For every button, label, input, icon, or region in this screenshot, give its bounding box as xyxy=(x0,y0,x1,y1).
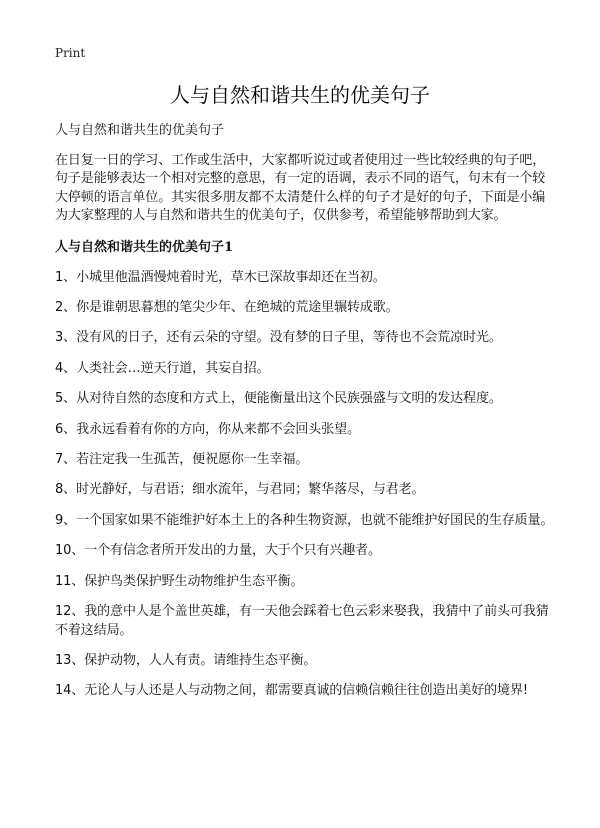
list-item: 12、我的意中人是个盖世英雄，有一天他会踩着七色云彩来娶我，我猜中了前头可我猜不着这结局。 xyxy=(55,604,549,638)
list-item: 3、没有风的日子，还有云朵的守望。没有梦的日子里，等待也不会荒凉时光。 xyxy=(55,330,502,346)
list-item: 13、保护动物，人人有责。请维持生态平衡。 xyxy=(55,652,317,668)
list-item: 9、一个国家如果不能维护好本土上的各种生物资源，也就不能维护好国民的生存质量。 xyxy=(55,512,554,528)
list-item: 5、从对待自然的态度和方式上，便能衡量出这个民族强盛与文明的发达程度。 xyxy=(55,391,502,407)
list-item: 2、你是谁朝思暮想的笔尖少年、在绝城的荒途里辗转成歌。 xyxy=(55,300,399,316)
list-item: 6、我永远看着有你的方向，你从来都不会回头张望。 xyxy=(55,421,360,437)
article-body xyxy=(55,121,557,713)
list-item: 11、保护鸟类保护野生动物维护生态平衡。 xyxy=(55,573,304,589)
list-item: 14、无论人与人还是人与动物之间，都需要真诚的信赖信赖往往创造出美好的境界! xyxy=(55,683,528,699)
section-heading: 人与自然和谐共生的优美句子1 xyxy=(55,239,234,255)
list-item: 1、小城里他温酒慢炖着时光，草木已深故事却还在当初。 xyxy=(55,269,386,285)
list-item: 7、若注定我一生孤苦，便祝愿你一生幸福。 xyxy=(55,452,309,468)
article-subtitle: 人与自然和谐共生的优美句子 xyxy=(55,123,225,138)
list-item: 8、时光静好，与君语；细水流年，与君同；繁华落尽，与君老。 xyxy=(55,482,425,498)
print-link[interactable]: Print xyxy=(55,46,86,60)
page-title: 人与自然和谐共生的优美句子 xyxy=(170,83,430,107)
list-item: 10、一个有信念者所开发出的力量，大于个只有兴趣者。 xyxy=(55,543,381,559)
list-item: 4、人类社会…逆天行道，其妄自招。 xyxy=(55,360,270,376)
intro-paragraph: 在日复一日的学习、工作或生活中，大家都听说过或者使用过一些比较经典的句子吧，句子是能够表达一个相对完整的意思，有一定的语调，表示不同的语气，句末有一个较大停顿的语言单位。其实很多朋友都不太清楚什么样的句子才是好的句子，下面是小编为大家整理的人与自然和谐共生的优美句子，仅供参考，希望能够帮助到大家。 xyxy=(55,153,546,224)
